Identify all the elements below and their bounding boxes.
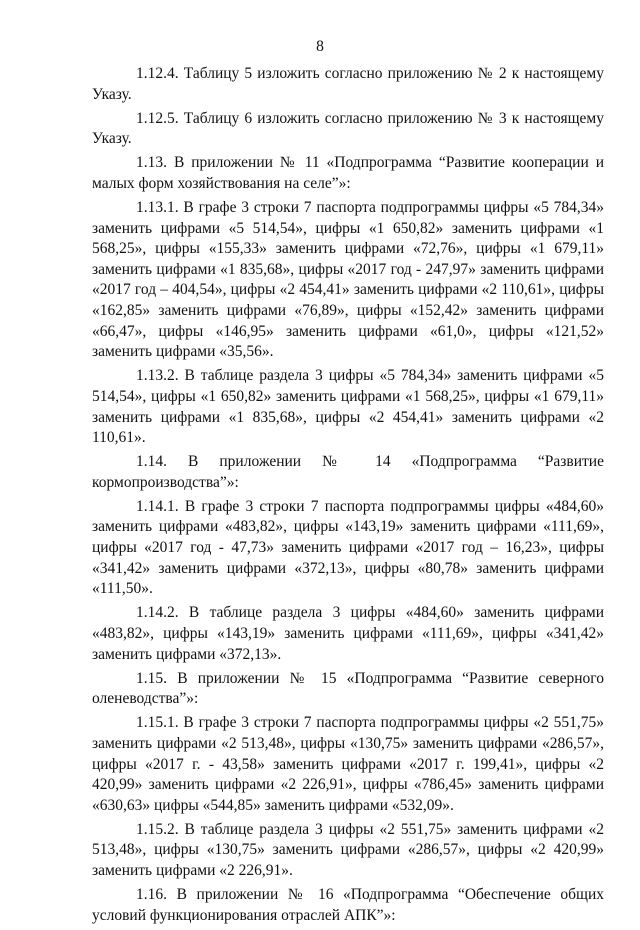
paragraph-1-15-2: 1.15.2. В таблице раздела 3 цифры «2 551,75» заменить цифрами «2 513,48», цифры «130,75» заменить цифрами «286,57», цифры «2 420,99» заменить цифрами «2 226,91». [92, 820, 604, 879]
paragraph-1-14-1: 1.14.1. В графе 3 строки 7 паспорта подпрограммы цифры «484,60» заменить цифрами «483,82», цифры «143,19» заменить цифрами «111,69», цифры «2017 год - 47,73» заменить цифрами «2017 год – 16,23», цифры «341,42» заменить цифрами «372,13», цифры «80,78» заменить цифрами «111,50». [92, 497, 604, 598]
paragraph-1-16: 1.16. В приложении № 16 «Подпрограмма “Обеспечение общих условий функционирования отраслей АПК”»: [92, 886, 604, 924]
paragraph-1-13-1: 1.13.1. В графе 3 строки 7 паспорта подпрограммы цифры «5 784,34» заменить цифрами «5 514,54», цифры «1 650,82» заменить цифрами «1 568,25», цифры «155,33» заменить цифрами «72,76», цифры «1 679,11» заменить цифрами «1 835,68», цифры «2017 год - 247,97» заменить цифрами «2017 год – 404,54», цифры «2 454,41» заменить цифрами «2 110,61», цифры «162,85» заменить цифрами «76,89», цифры «152,42» заменить цифрами «66,47», цифры «146,95» заменить цифрами «61,0», цифры «121,52» заменить цифрами «35,56». [92, 199, 604, 361]
paragraph-1-14-2: 1.14.2. В таблице раздела 3 цифры «484,60» заменить цифрами «483,82», цифры «143,19» заменить цифрами «111,69», цифры «341,42» заменить цифрами «372,13». [92, 604, 604, 663]
paragraph-1-15-1: 1.15.1. В графе 3 строки 7 паспорта подпрограммы цифры «2 551,75» заменить цифрами «2 513,48», цифры «130,75» заменить цифрами «286,57», цифры «2017 г. - 43,58» заменить цифрами «2017 г. 199,41», цифры «2 420,99» заменить цифрами «2 226,91», цифры «786,45» заменить цифрами «630,63» цифры «544,85» заменить цифрами «532,09». [92, 714, 604, 814]
paragraph-1-14: 1.14. В приложении № 14 «Подпрограмма “Развитие кормопроизводства”»: [92, 453, 604, 491]
paragraph-1-13: 1.13. В приложении № 11 «Подпрограмма “Развитие кооперации и малых форм хозяйствования на селе”»: [92, 154, 604, 192]
paragraph-1-15: 1.15. В приложении № 15 «Подпрограмма “Развитие северного оленеводства”»: [92, 669, 604, 708]
document-body [92, 64, 604, 930]
page-number: 8 [316, 38, 324, 55]
paragraph-1-12-5: 1.12.5. Таблицу 6 изложить согласно приложению № 3 к настоящему Указу. [92, 109, 604, 148]
paragraph-1-12-4: 1.12.4. Таблицу 5 изложить согласно приложению № 2 к настоящему Указу. [92, 65, 604, 103]
paragraph-1-13-2: 1.13.2. В таблице раздела 3 цифры «5 784,34» заменить цифрами «5 514,54», цифры «1 650,82» заменить цифрами «1 568,25», цифры «1 679,11» заменить цифрами «1 835,68», цифры «2 454,41» заменить цифрами «2 110,61». [92, 367, 604, 447]
